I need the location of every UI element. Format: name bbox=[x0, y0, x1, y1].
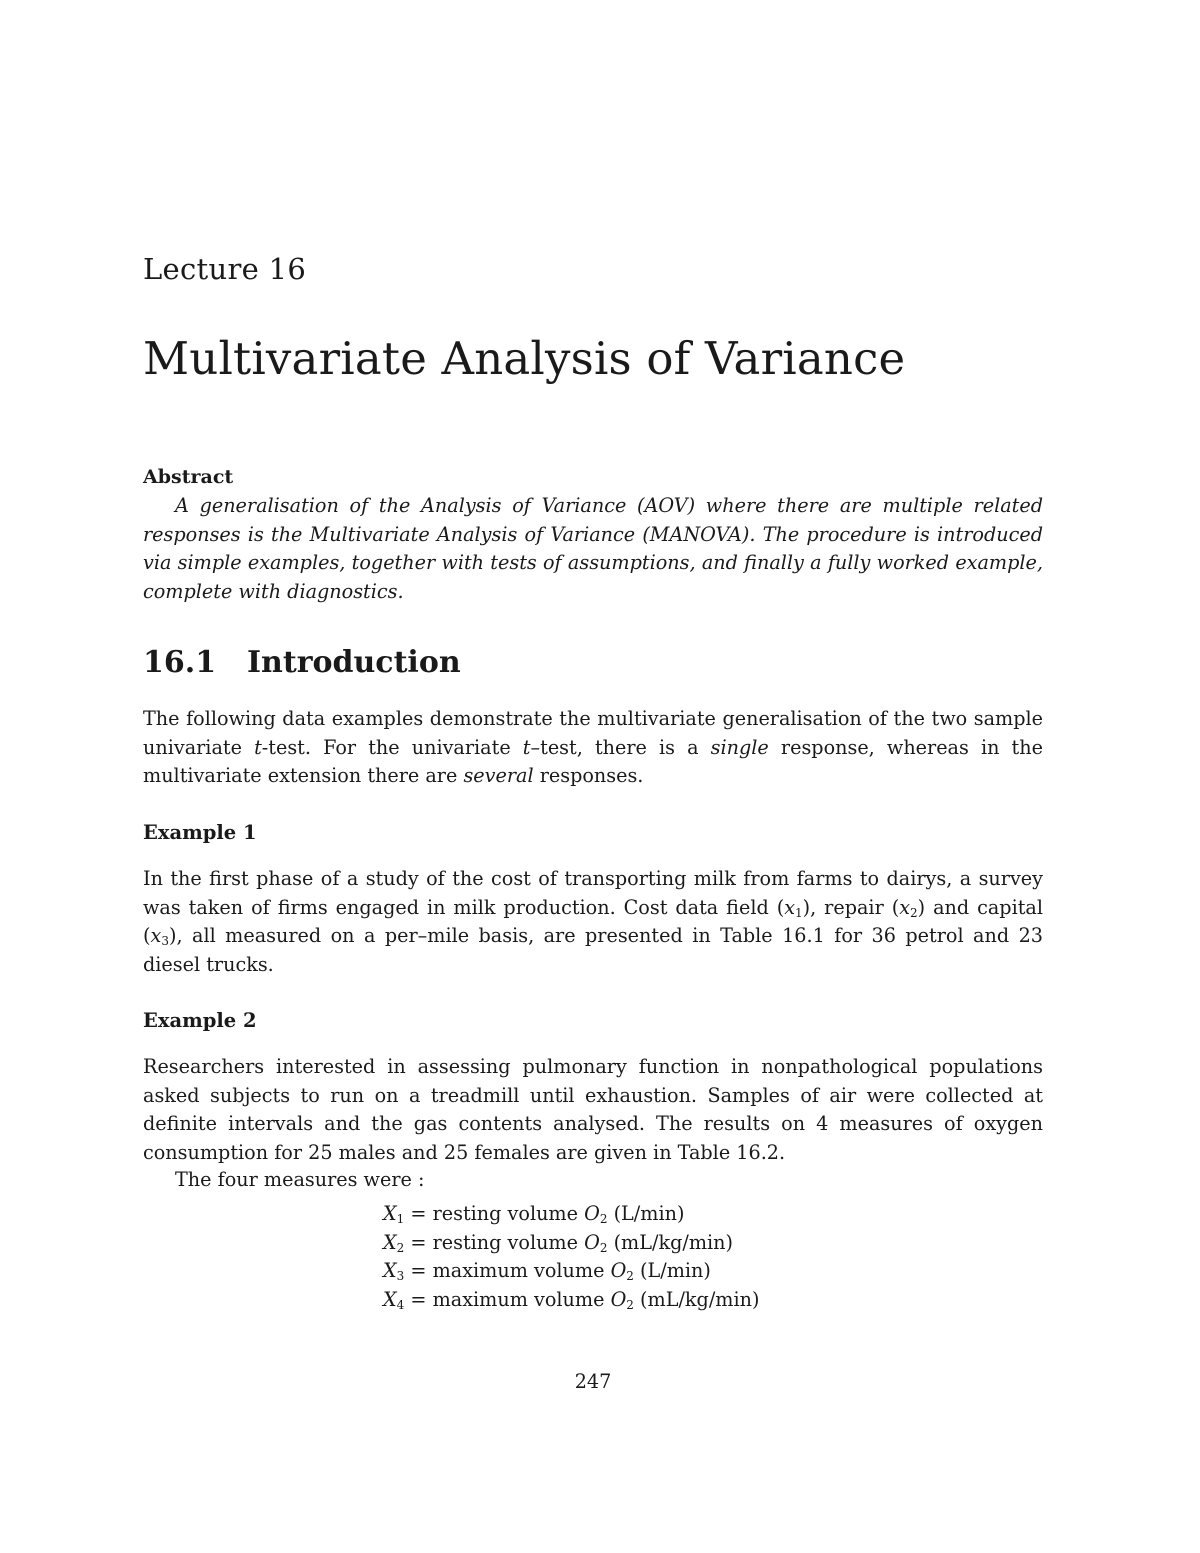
variable-x1 bbox=[784, 896, 802, 919]
variable-subscript: 2 bbox=[626, 1297, 634, 1312]
variable-subscript: 2 bbox=[396, 1240, 405, 1255]
example-1-text: ) and capital ( bbox=[143, 895, 1044, 947]
variable-letter: X bbox=[383, 1287, 397, 1311]
variable-letter: O bbox=[610, 1259, 627, 1282]
abstract-body: A generalisation of the Analysis of Variance (AOV) where there are multiple related responses is the Multivariate Analysis of Variance (MANOVA). The procedure is introduced via simple examples, together with tests of assumptions, and finally a fully worked example, complete with diagnostics. bbox=[143, 494, 1043, 603]
measure-unit: (mL/kg/min) bbox=[607, 1230, 734, 1254]
measure-row bbox=[383, 1257, 759, 1286]
intro-text: responses. bbox=[533, 764, 644, 787]
example-1-text: ), all measured on a per–mile basis, are presented in Table 16.1 for 36 petrol and 23 diesel trucks. bbox=[143, 924, 1043, 976]
example-2-heading: Example 2 bbox=[143, 1009, 257, 1032]
variable-subscript: 2 bbox=[599, 1212, 608, 1226]
measure-description: = resting volume bbox=[404, 1202, 585, 1225]
intro-t-symbol: t bbox=[254, 735, 262, 759]
page-title: Multivariate Analysis of Variance bbox=[143, 332, 906, 385]
variable-letter: x bbox=[150, 924, 162, 947]
variable-subscript: 4 bbox=[396, 1297, 405, 1312]
example-1-paragraph bbox=[143, 865, 1043, 979]
intro-t-symbol: t bbox=[522, 735, 531, 759]
measure-unit: (L/min) bbox=[633, 1259, 711, 1282]
measure-row bbox=[383, 1229, 759, 1258]
example-1-heading: Example 1 bbox=[143, 821, 257, 844]
measure-unit: (mL/kg/min) bbox=[633, 1287, 760, 1311]
example-1-text: ), repair ( bbox=[802, 895, 900, 919]
example-1-text: In the first phase of a study of the cost of transporting milk from farms to dairys, a survey was taken of firms engaged in milk production. Cost data field ( bbox=[143, 867, 1043, 919]
intro-text: response, whereas in the multivariate extension there are bbox=[143, 735, 1043, 787]
intro-emphasis: several bbox=[463, 764, 534, 787]
oxygen-symbol bbox=[584, 1231, 607, 1254]
measure-row bbox=[383, 1286, 759, 1315]
measure-variable bbox=[383, 1202, 404, 1225]
lecture-label: Lecture 16 bbox=[143, 252, 307, 286]
intro-paragraph bbox=[143, 705, 1043, 791]
example-2-paragraph: Researchers interested in assessing pulmonary function in nonpathological populations asked subjects to run on a treadmill until exhaustion. Samples of air were collected at definite intervals and the gas contents analysed. The results on 4 measures of oxygen consumption for 25 males and 25 females are given in Table 16.2. bbox=[143, 1055, 1043, 1164]
measures-list bbox=[383, 1200, 759, 1314]
section-title: Introduction bbox=[247, 645, 461, 680]
variable-x3 bbox=[151, 924, 169, 947]
variable-subscript: 3 bbox=[396, 1269, 405, 1283]
variable-letter: x bbox=[784, 895, 796, 919]
measure-variable bbox=[383, 1259, 404, 1282]
measure-variable bbox=[383, 1288, 404, 1311]
variable-subscript: 1 bbox=[396, 1212, 405, 1226]
measure-variable bbox=[383, 1231, 404, 1254]
intro-emphasis: single bbox=[710, 735, 769, 759]
variable-letter: O bbox=[610, 1287, 627, 1311]
measure-description: = maximum volume bbox=[404, 1259, 611, 1282]
variable-letter: O bbox=[584, 1230, 600, 1254]
variable-x2 bbox=[899, 896, 917, 919]
variable-subscript: 3 bbox=[161, 934, 169, 948]
measure-description: = resting volume bbox=[404, 1230, 585, 1254]
document-page bbox=[143, 0, 1043, 1553]
oxygen-symbol bbox=[611, 1288, 634, 1311]
abstract-heading: Abstract bbox=[143, 466, 234, 488]
measures-intro: The four measures were : bbox=[175, 1168, 425, 1191]
measure-unit: (L/min) bbox=[607, 1202, 685, 1225]
section-heading bbox=[143, 645, 461, 680]
intro-text: –test, there is a bbox=[530, 735, 711, 759]
variable-letter: X bbox=[383, 1230, 397, 1254]
intro-text: The following data examples demonstrate the multivariate generalisation of the two sample univariate bbox=[143, 707, 1043, 759]
oxygen-symbol bbox=[584, 1202, 607, 1225]
page-number: 247 bbox=[574, 1370, 612, 1393]
variable-subscript: 2 bbox=[910, 905, 918, 920]
measure-description: = maximum volume bbox=[404, 1287, 611, 1311]
oxygen-symbol bbox=[611, 1259, 634, 1282]
variable-subscript: 2 bbox=[599, 1240, 608, 1255]
variable-subscript: 1 bbox=[795, 905, 803, 920]
variable-letter: X bbox=[383, 1202, 397, 1225]
intro-text: -test. For the univariate bbox=[261, 735, 523, 759]
variable-letter: x bbox=[899, 895, 911, 919]
variable-subscript: 2 bbox=[626, 1269, 634, 1283]
variable-letter: X bbox=[383, 1259, 397, 1282]
measure-row bbox=[383, 1200, 759, 1229]
variable-letter: O bbox=[584, 1202, 600, 1225]
section-number: 16.1 bbox=[143, 645, 217, 680]
